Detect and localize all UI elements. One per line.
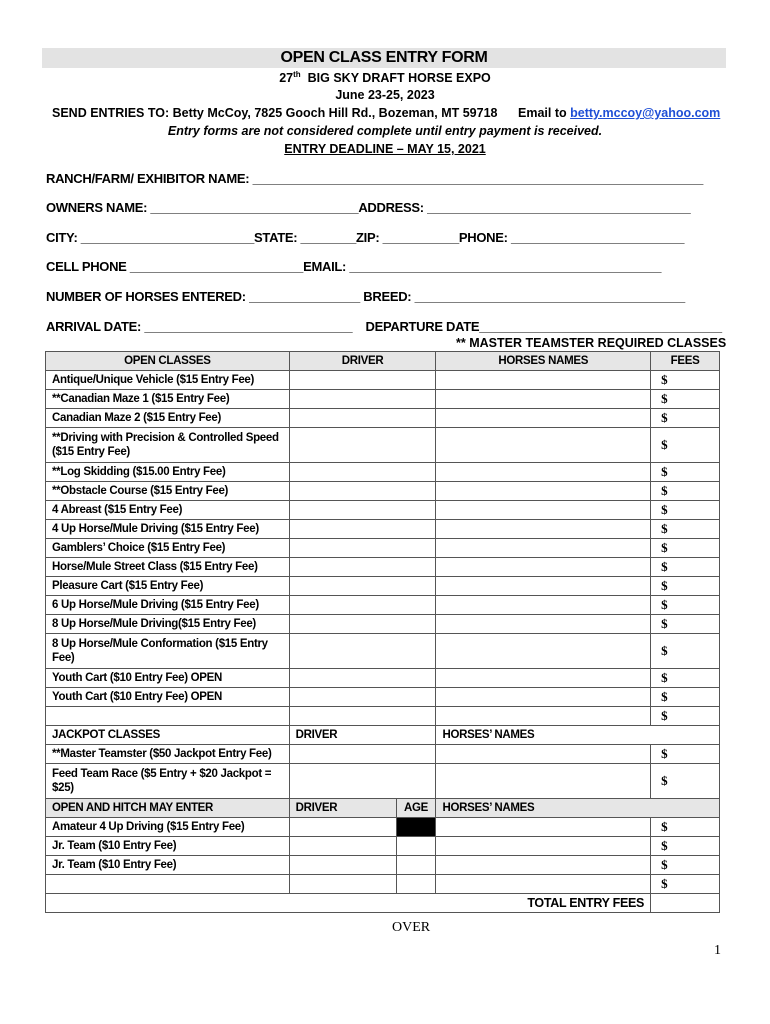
entry-table [45, 351, 720, 913]
age-input[interactable] [396, 875, 436, 894]
horses-names-input[interactable] [436, 615, 651, 634]
fee-input[interactable]: $ [651, 764, 720, 799]
form-title: OPEN CLASS ENTRY FORM [42, 48, 726, 68]
fee-input[interactable]: $ [651, 818, 720, 837]
table-row [46, 501, 720, 520]
page-number: 1 [714, 943, 721, 958]
driver-input[interactable] [289, 482, 436, 501]
hitch-classes-header [46, 799, 720, 818]
fee-input[interactable]: $ [651, 520, 720, 539]
table-row [46, 482, 720, 501]
entry-notice: Entry forms are not considered complete until entry payment is received. [167, 124, 603, 138]
col-header-horses-names: HORSES NAMES [436, 352, 651, 371]
class-name: Pleasure Cart ($15 Entry Fee) [46, 577, 290, 596]
class-name [46, 707, 290, 726]
horses-names-input[interactable] [436, 745, 651, 764]
total-entry-fees-label: TOTAL ENTRY FEES [46, 894, 651, 913]
driver-input[interactable] [289, 669, 436, 688]
horses-names-input[interactable] [436, 409, 651, 428]
driver-input[interactable] [289, 558, 436, 577]
fee-input[interactable]: $ [651, 409, 720, 428]
table-row [46, 669, 720, 688]
hitch-class-name: Jr. Team ($10 Entry Fee) [46, 837, 290, 856]
driver-input[interactable] [289, 634, 436, 669]
fee-input[interactable]: $ [651, 837, 720, 856]
age-blocked-cell [396, 818, 436, 837]
horses-names-input[interactable] [436, 875, 651, 894]
fee-input[interactable]: $ [651, 669, 720, 688]
driver-input[interactable] [289, 764, 436, 799]
class-name: **Log Skidding ($15.00 Entry Fee) [46, 463, 290, 482]
driver-input[interactable] [289, 539, 436, 558]
expo-name: BIG SKY DRAFT HORSE EXPO [307, 71, 491, 86]
class-name: **Canadian Maze 1 ($15 Entry Fee) [46, 390, 290, 409]
horses-names-input[interactable] [436, 596, 651, 615]
driver-input[interactable] [289, 463, 436, 482]
driver-input[interactable] [289, 428, 436, 463]
driver-input[interactable] [289, 837, 396, 856]
driver-input[interactable] [289, 615, 436, 634]
table-row [46, 764, 720, 799]
driver-input[interactable] [289, 371, 436, 390]
class-name: Antique/Unique Vehicle ($15 Entry Fee) [46, 371, 290, 390]
table-row [46, 390, 720, 409]
class-name: Youth Cart ($10 Entry Fee) OPEN [46, 669, 290, 688]
fee-input[interactable]: $ [651, 707, 720, 726]
master-teamster-note: ** MASTER TEAMSTER REQUIRED CLASSES [456, 336, 727, 350]
hitch-class-name: Jr. Team ($10 Entry Fee) [46, 856, 290, 875]
entry-deadline: ENTRY DEADLINE – MAY 15, 2021 [284, 142, 486, 156]
fee-input[interactable]: $ [651, 745, 720, 764]
send-entries: SEND ENTRIES TO: Betty McCoy, 7825 Gooch Hill Rd., Bozeman, MT 59718 [52, 106, 498, 120]
class-name: 8 Up Horse/Mule Conformation ($15 Entry Fee) [46, 634, 290, 669]
age-input[interactable] [396, 856, 436, 875]
jackpot-classes-header [46, 726, 720, 745]
horses-names-input[interactable] [436, 764, 651, 799]
driver-input[interactable] [289, 688, 436, 707]
horses-names-input[interactable] [436, 707, 651, 726]
expo-dates: June 23-25, 2023 [335, 88, 435, 102]
horses-names-input[interactable] [436, 463, 651, 482]
expo-number: 27 [279, 71, 294, 86]
expo-line [0, 70, 770, 85]
class-name: Horse/Mule Street Class ($15 Entry Fee) [46, 558, 290, 577]
email-link[interactable]: betty.mccoy@yahoo.com [570, 106, 721, 120]
cell-email-field[interactable]: CELL PHONE _________________________EMAIL: _____________________________________________ [46, 259, 662, 274]
table-row [46, 558, 720, 577]
horses-names-input[interactable] [436, 428, 651, 463]
owners-address-field[interactable]: OWNERS NAME: ______________________________ADDRESS: ______________________________________ [46, 200, 691, 215]
fee-input[interactable]: $ [651, 501, 720, 520]
table-row [46, 371, 720, 390]
driver-input[interactable] [289, 409, 436, 428]
table-row [46, 837, 720, 856]
fee-input[interactable]: $ [651, 856, 720, 875]
col-header-hitch-driver: DRIVER [289, 799, 396, 818]
fee-input[interactable]: $ [651, 577, 720, 596]
jackpot-class-name: Feed Team Race ($5 Entry + $20 Jackpot = $25) [46, 764, 290, 799]
table-row [46, 520, 720, 539]
fee-input[interactable]: $ [651, 615, 720, 634]
fee-input[interactable]: $ [651, 558, 720, 577]
horses-names-input[interactable] [436, 634, 651, 669]
horses-breed-field[interactable]: NUMBER OF HORSES ENTERED: ________________ BREED: _______________________________________ [46, 289, 685, 304]
ranch-field[interactable]: RANCH/FARM/ EXHIBITOR NAME: _________________________________________________________________ [46, 171, 704, 186]
class-name: 4 Up Horse/Mule Driving ($15 Entry Fee) [46, 520, 290, 539]
col-header-jackpot-driver: DRIVER [289, 726, 436, 745]
fee-input[interactable]: $ [651, 875, 720, 894]
horses-names-input[interactable] [436, 837, 651, 856]
col-header-hitch-horses: HORSES’ NAMES [436, 799, 720, 818]
class-name: **Driving with Precision & Controlled Speed ($15 Entry Fee) [46, 428, 290, 463]
horses-names-input[interactable] [436, 818, 651, 837]
driver-input[interactable] [289, 856, 396, 875]
table-row [46, 596, 720, 615]
table-row [46, 428, 720, 463]
col-header-driver: DRIVER [289, 352, 436, 371]
horses-names-input[interactable] [436, 669, 651, 688]
col-header-hitch-classes: OPEN AND HITCH MAY ENTER [46, 799, 290, 818]
class-name: 6 Up Horse/Mule Driving ($15 Entry Fee) [46, 596, 290, 615]
table-row [46, 688, 720, 707]
driver-input[interactable] [289, 501, 436, 520]
table-row [46, 856, 720, 875]
horses-names-input[interactable] [436, 482, 651, 501]
driver-input[interactable] [289, 577, 436, 596]
city-state-zip-phone-field[interactable]: CITY: _________________________STATE: ________ZIP: ___________PHONE: _________________________ [46, 230, 685, 245]
horses-names-input[interactable] [436, 371, 651, 390]
fee-input[interactable]: $ [651, 428, 720, 463]
driver-input[interactable] [289, 875, 396, 894]
table-row [46, 539, 720, 558]
class-name: 8 Up Horse/Mule Driving($15 Entry Fee) [46, 615, 290, 634]
fee-input[interactable]: $ [651, 463, 720, 482]
driver-input[interactable] [289, 818, 396, 837]
fee-input[interactable]: $ [651, 371, 720, 390]
over-label: OVER [392, 920, 431, 935]
table-row [46, 707, 720, 726]
fee-input[interactable]: $ [651, 688, 720, 707]
age-input[interactable] [396, 837, 436, 856]
fee-input[interactable]: $ [651, 390, 720, 409]
fee-input[interactable]: $ [651, 596, 720, 615]
open-classes-header [46, 352, 720, 371]
email-line [518, 106, 720, 120]
fee-input[interactable]: $ [651, 634, 720, 669]
class-name: **Obstacle Course ($15 Entry Fee) [46, 482, 290, 501]
table-row [46, 577, 720, 596]
email-label: Email to [518, 106, 567, 120]
horses-names-input[interactable] [436, 577, 651, 596]
hitch-class-name: Amateur 4 Up Driving ($15 Entry Fee) [46, 818, 290, 837]
horses-names-input[interactable] [436, 501, 651, 520]
driver-input[interactable] [289, 745, 436, 764]
jackpot-class-name: **Master Teamster ($50 Jackpot Entry Fee) [46, 745, 290, 764]
table-row [46, 634, 720, 669]
horses-names-input[interactable] [436, 688, 651, 707]
driver-input[interactable] [289, 596, 436, 615]
expo-suffix: th [293, 70, 301, 79]
arrival-departure-field[interactable]: ARRIVAL DATE: ______________________________ DEPARTURE DATE___________________________________ [46, 319, 722, 334]
horses-names-input[interactable] [436, 520, 651, 539]
horses-names-input[interactable] [436, 856, 651, 875]
fee-input[interactable]: $ [651, 539, 720, 558]
table-row [46, 463, 720, 482]
horses-names-input[interactable] [436, 539, 651, 558]
class-name: 4 Abreast ($15 Entry Fee) [46, 501, 290, 520]
table-row [46, 615, 720, 634]
driver-input[interactable] [289, 390, 436, 409]
table-row [46, 745, 720, 764]
col-header-jackpot-classes: JACKPOT CLASSES [46, 726, 290, 745]
total-row [46, 894, 720, 913]
table-row [46, 818, 720, 837]
class-name: Canadian Maze 2 ($15 Entry Fee) [46, 409, 290, 428]
driver-input[interactable] [289, 520, 436, 539]
table-row [46, 875, 720, 894]
col-header-open-classes: OPEN CLASSES [46, 352, 290, 371]
col-header-fees: FEES [651, 352, 720, 371]
class-name: Youth Cart ($10 Entry Fee) OPEN [46, 688, 290, 707]
horses-names-input[interactable] [436, 390, 651, 409]
total-fees-input[interactable] [651, 894, 720, 913]
driver-input[interactable] [289, 707, 436, 726]
fee-input[interactable]: $ [651, 482, 720, 501]
col-header-jackpot-horses: HORSES’ NAMES [436, 726, 720, 745]
class-name: Gamblers’ Choice ($15 Entry Fee) [46, 539, 290, 558]
table-row [46, 409, 720, 428]
hitch-class-name [46, 875, 290, 894]
col-header-age: AGE [396, 799, 436, 818]
horses-names-input[interactable] [436, 558, 651, 577]
